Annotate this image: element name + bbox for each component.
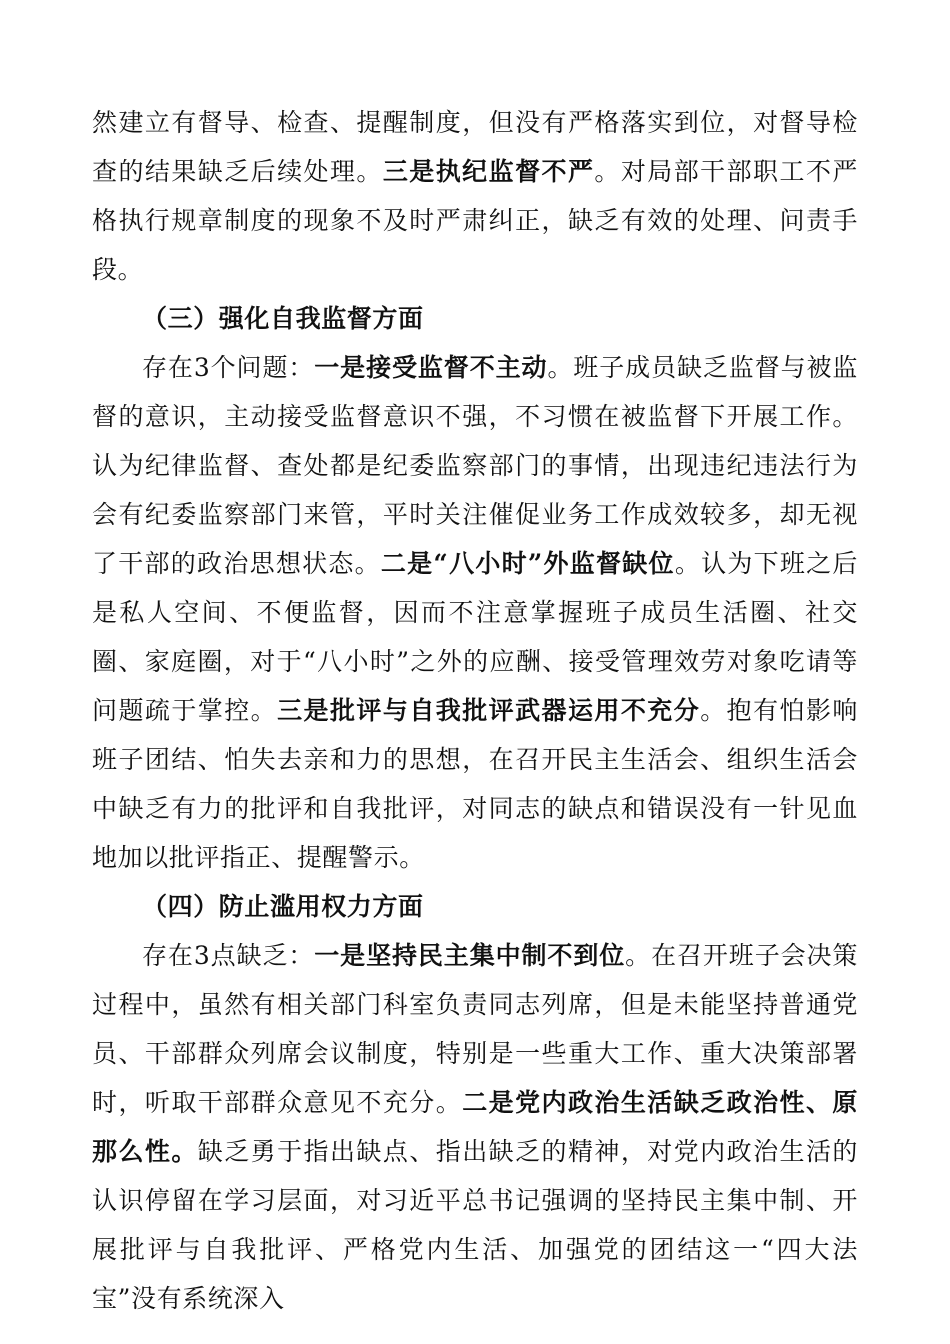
- bold-text-run: 三是执纪监督不严: [382, 157, 595, 186]
- paragraph: [92, 98, 858, 294]
- text-run: 。认为下班之后是私人空间、不便监督，因而不注意掌握班子成员生活圈、社交圈、家庭圈，对于“八小时”之外的应酬、接受管理效劳对象吃请等问题疏于掌控。: [92, 549, 859, 725]
- section-heading: （三）强化自我监督方面: [142, 304, 424, 333]
- text-run: 。对局部干部职工不严格执行规章制度的现象不及时严肃纠正，缺乏有效的处理、问责手段。: [92, 157, 858, 284]
- bold-text-run: 二是“八小时”外监督缺位: [380, 549, 675, 578]
- document-body: [92, 98, 858, 1323]
- paragraph: [92, 343, 858, 882]
- section-heading: （四）防止滥用权力方面: [142, 892, 424, 921]
- text-run: 存在3个问题：: [142, 353, 315, 382]
- paragraph: [92, 931, 858, 1323]
- bold-text-run: 二是党内政治生活缺乏政治性、原那么性。: [92, 1088, 858, 1166]
- bold-text-run: 一是接受监督不主动: [314, 353, 548, 382]
- bold-text-run: 一是坚持民主集中制不到位: [314, 941, 626, 970]
- bold-text-run: 三是批评与自我批评武器运用不充分: [277, 696, 701, 725]
- text-run: 。班子成员缺乏监督与被监督的意识，主动接受监督意识不强，不习惯在被监督下开展工作。认为纪律监督、查处都是纪委监察部门的事情，出现违纪违法行为会有纪委监察部门来管，平时关注催促业务工作成效较多，却无视了干部的政治思想状态。: [92, 353, 859, 578]
- text-run: 。在召开班子会决策过程中，虽然有相关部门科室负责同志列席，但是未能坚持普通党员、干部群众列席会议制度，特别是一些重大工作、重大决策部署时，听取干部群众意见不充分。: [92, 941, 859, 1117]
- text-run: 缺乏勇于指出缺点、指出缺乏的精神，对党内政治生活的认识停留在学习层面，对习近平总书记强调的坚持民主集中制、开展批评与自我批评、严格党内生活、加强党的团结这一“四大法宝”没有系统深入: [92, 1137, 858, 1313]
- text-run: 。抱有怕影响班子团结、怕失去亲和力的思想，在召开民主生活会、组织生活会中缺乏有力的批评和自我批评，对同志的缺点和错误没有一针见血地加以批评指正、提醒警示。: [92, 696, 858, 872]
- text-run: 然建立有督导、检查、提醒制度，但没有严格落实到位，对督导检查的结果缺乏后续处理。: [92, 108, 858, 186]
- text-run: 存在3点缺乏：: [142, 941, 315, 970]
